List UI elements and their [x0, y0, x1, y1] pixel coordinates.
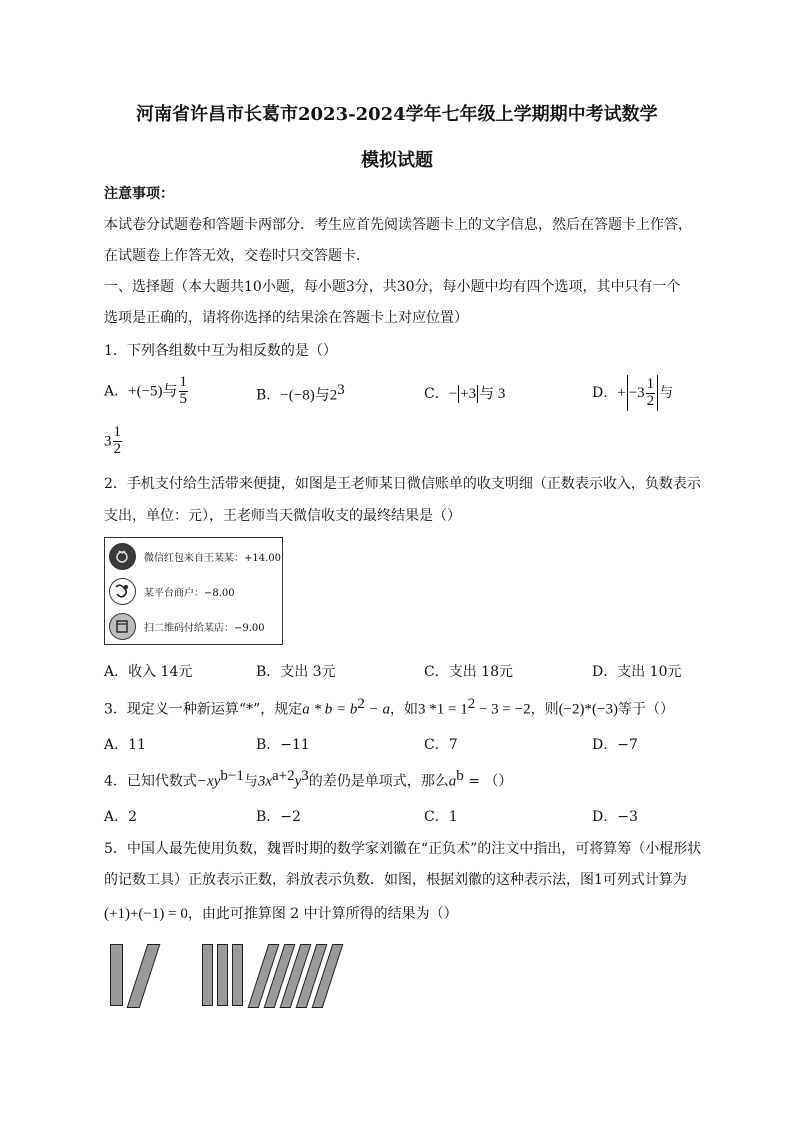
q3-example-post: − 3 = −2: [475, 701, 531, 718]
q1-option-d: [592, 375, 673, 411]
q5-line-3: [104, 903, 458, 923]
q1-option-d-post: 与: [659, 385, 674, 401]
merchant-icon: [109, 578, 136, 605]
q1-a-num: 1: [179, 374, 188, 390]
q3-example: 3 *1 = 1: [417, 701, 468, 718]
page-title: 河南省许昌市长葛市2023-2024学年七年级上学期期中考试数学: [136, 104, 658, 125]
q5-line-2: 的记数工具）正放表示正数，斜放表示负数．如图，根据刘徽的这种表示法，图1可列式计算为: [104, 872, 687, 888]
q3-option-c: C．7: [424, 737, 458, 753]
q3-example-sup: 2: [467, 696, 476, 712]
q3-stem-pre: 3．现定义一种新运算“*”，规定: [104, 701, 303, 718]
q1-d-cont-fraction: [113, 425, 123, 458]
q5-expr: (+1)+(−1) = 0: [104, 906, 188, 922]
q1-option-b: [256, 382, 345, 405]
section-1-line-1: 一、选择题（本大题共10小题，每小题3分，共30分，每小题中均有四个选项，其中只有一个: [104, 279, 681, 295]
q1-option-b-label: B．: [256, 387, 281, 404]
q1-option-b-sup: 3: [337, 382, 345, 398]
q4-ans-sup: b: [456, 768, 464, 784]
q2-option-b: B．支出 3元: [256, 664, 336, 680]
q1-option-d-continued: [104, 425, 123, 458]
q1-option-a-expr: +(−5)与: [128, 383, 178, 400]
bill-row-text: 扫二维码付给某店：−9.00: [144, 623, 265, 634]
q5-line-1: 5．中国人最先使用负数，魏晋时期的数学家刘徽在“正负术”的注文中指出，可将算筹（小棍形状: [104, 841, 702, 857]
q1-d-cont-num: 1: [113, 424, 121, 440]
bill-row: [105, 575, 282, 609]
q4-term-2: 3x: [257, 773, 272, 790]
q3-option-d: D．−7: [592, 737, 638, 753]
page-subtitle: 模拟试题: [361, 150, 433, 171]
q1-option-a-label: A．: [104, 383, 129, 400]
q1-option-a: [104, 375, 189, 408]
q4-stem-pre: 4．已知代数式: [104, 773, 197, 790]
q4-ans: a: [448, 773, 457, 790]
q1-option-d-int: −3: [628, 385, 645, 401]
q1-option-d-label: D．: [592, 385, 618, 401]
rod-upright: [217, 944, 228, 1006]
q2-option-c: C．支出 18元: [424, 664, 513, 680]
rod-slanted: [127, 944, 161, 1008]
wechat-bill-figure: [104, 537, 283, 645]
q2-option-a: A．收入 14元: [104, 664, 193, 680]
q3-then: ，则: [530, 701, 559, 718]
q4-term-2b-sup: 3: [301, 768, 309, 784]
q1-option-c-pre: −: [448, 386, 458, 402]
bill-row-text: 微信红包来自王某某：+14.00: [144, 553, 282, 564]
rod-upright: [232, 944, 243, 1006]
q3-option-b: B．−11: [256, 737, 310, 753]
q4-option-c: C．1: [424, 809, 458, 825]
q3-option-a: A．11: [104, 737, 146, 753]
abs-bar-left: [627, 375, 628, 411]
q3-stem: [104, 696, 674, 719]
q4-term-1: −xy: [196, 773, 221, 790]
q4-option-b: B．−2: [256, 809, 301, 825]
q1-stem: 1．下列各组数中互为相反数的是（）: [104, 343, 337, 359]
q4-option-d: D．−3: [592, 809, 638, 825]
q1-d-num: 1: [646, 375, 655, 392]
q1-d-cont-int: 3: [104, 433, 112, 450]
q4-term-1-sup: b−1: [220, 768, 244, 784]
q1-option-a-fraction: [179, 375, 189, 408]
q4-stem-post: 的差仍是单项式，那么: [308, 773, 449, 790]
section-1-line-2: 选项是正确的，请将你选择的结果涂在答题卡上对应位置）: [104, 310, 468, 326]
q4-term-2-sup: a+2: [272, 768, 295, 784]
notice-line-2: 在试题卷上作答无效，交卷时只交答题卡．: [104, 248, 370, 264]
q1-d-den: 2: [646, 392, 655, 409]
q2-option-d: D．支出 10元: [592, 664, 682, 680]
q4-stem: [104, 768, 512, 791]
q1-d-cont-den: 2: [113, 440, 121, 457]
q3-ask: (−2)*(−3): [558, 701, 618, 718]
q3-def-post: − a: [364, 701, 390, 718]
q1-option-c: [424, 382, 505, 403]
q3-def-sup: 2: [357, 696, 365, 712]
q1-option-b-expr: −(−8)与2: [280, 387, 338, 404]
q1-option-c-post: 与 3: [479, 386, 506, 402]
q3-end: 等于（）: [618, 701, 674, 718]
bill-row: [105, 610, 282, 644]
abs-bar-right: [477, 385, 478, 403]
q1-option-d-fraction: [646, 377, 656, 410]
rod-upright: [110, 944, 123, 1006]
q4-option-a: A．2: [104, 809, 138, 825]
notice-heading: 注意事项：: [104, 186, 174, 202]
q3-definition: a * b = b: [302, 701, 358, 718]
q5-line-3-post: ，由此可推算图 2 中计算所得的结果为（）: [187, 906, 458, 922]
q1-option-c-abs: +3: [460, 386, 477, 402]
q1-option-d-pre: +: [617, 385, 626, 401]
q2-stem-line-1: 2．手机支付给生活带来便捷，如图是王老师某日微信账单的收支明细（正数表示收入，负数表示: [104, 476, 701, 492]
q3-mid: ，如: [389, 701, 418, 718]
red-packet-icon: [109, 543, 136, 570]
q4-eq: = （）: [463, 773, 513, 790]
bill-row-text: 某平台商户：−8.00: [144, 588, 235, 599]
rod-upright: [202, 944, 213, 1006]
q1-option-c-label: C．: [424, 386, 449, 402]
q4-and: 与: [243, 773, 258, 790]
notice-line-1: 本试卷分试题卷和答题卡两部分．考生应首先阅读答题卡上的文字信息，然后在答题卡上作答，: [104, 217, 692, 233]
q1-a-den: 5: [179, 390, 188, 407]
q4-term-2b: y: [294, 773, 302, 790]
q2-stem-line-2: 支出，单位：元），王老师当天微信收支的最终结果是（）: [104, 508, 461, 524]
qrcode-shop-icon: [109, 613, 136, 640]
bill-row: [105, 540, 282, 574]
